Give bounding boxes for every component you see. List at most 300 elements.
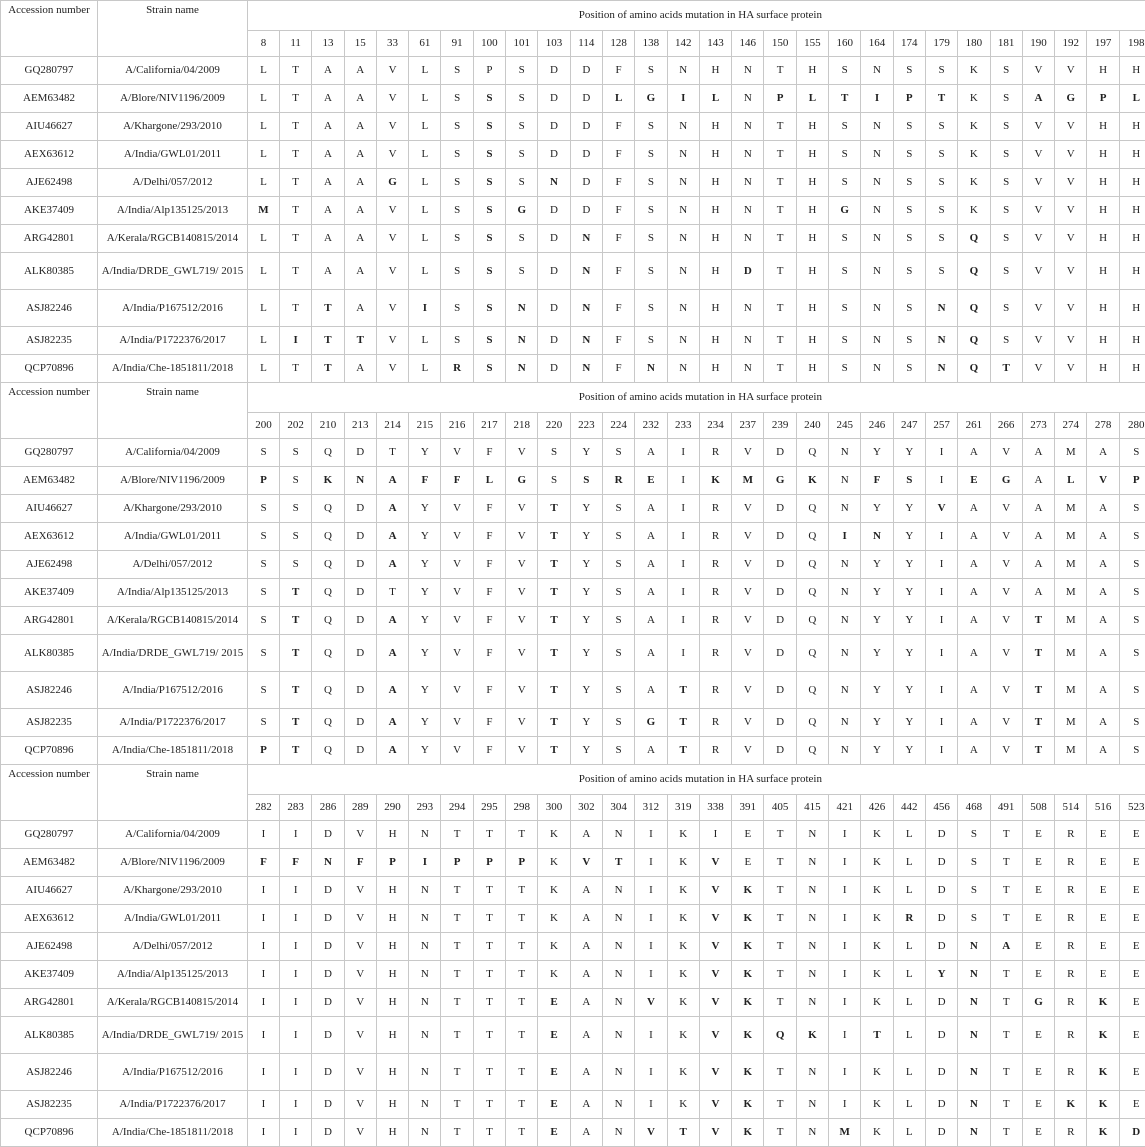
residue-cell: V (344, 905, 376, 933)
residue-cell: N (829, 737, 861, 765)
residue-cell: L (893, 877, 925, 905)
residue-cell: H (699, 290, 731, 327)
residue-cell: F (473, 551, 505, 579)
residue-cell: N (506, 355, 538, 383)
position-number: 261 (958, 413, 990, 439)
residue-cell: V (699, 905, 731, 933)
residue-cell: N (667, 197, 699, 225)
residue-cell: L (409, 169, 441, 197)
table-row (1, 961, 1145, 989)
residue-cell: T (990, 1017, 1022, 1054)
residue-cell: Y (861, 579, 893, 607)
residue-cell: R (699, 635, 731, 672)
residue-cell: K (538, 961, 570, 989)
residue-cell: D (570, 197, 602, 225)
residue-cell: T (473, 961, 505, 989)
residue-cell: H (376, 989, 408, 1017)
accession-cell: GQ280797 (1, 821, 98, 849)
strain-cell: A/Blore/NIV1196/2009 (98, 467, 248, 495)
residue-cell: N (570, 355, 602, 383)
residue-cell: T (280, 169, 312, 197)
residue-cell: S (893, 169, 925, 197)
residue-cell: T (667, 737, 699, 765)
residue-cell: T (506, 905, 538, 933)
residue-cell: D (764, 635, 796, 672)
residue-cell: K (1087, 1119, 1119, 1147)
residue-cell: I (925, 467, 957, 495)
residue-cell: T (538, 737, 570, 765)
residue-cell: S (473, 355, 505, 383)
residue-cell: S (635, 290, 667, 327)
residue-cell: Y (570, 709, 602, 737)
residue-cell: S (280, 439, 312, 467)
residue-cell: K (538, 877, 570, 905)
residue-cell: M (1055, 672, 1087, 709)
residue-cell: T (280, 225, 312, 253)
strain-cell: A/Khargone/293/2010 (98, 495, 248, 523)
residue-cell: V (1055, 290, 1087, 327)
residue-cell: I (829, 961, 861, 989)
residue-cell: I (667, 551, 699, 579)
residue-cell: D (538, 113, 570, 141)
residue-cell: K (667, 1091, 699, 1119)
residue-cell: T (764, 169, 796, 197)
residue-cell: E (1087, 933, 1119, 961)
residue-cell: Y (893, 737, 925, 765)
residue-cell: T (990, 961, 1022, 989)
residue-cell: I (667, 85, 699, 113)
residue-cell: T (764, 961, 796, 989)
strain-cell: A/California/04/2009 (98, 57, 248, 85)
position-number: 491 (990, 795, 1022, 821)
residue-cell: K (958, 141, 990, 169)
residue-cell: H (1119, 169, 1145, 197)
strain-cell: A/Blore/NIV1196/2009 (98, 85, 248, 113)
strain-cell: A/Kerala/RGCB140815/2014 (98, 607, 248, 635)
residue-cell: A (344, 197, 376, 225)
residue-cell: I (667, 607, 699, 635)
residue-cell: Q (764, 1017, 796, 1054)
residue-cell: T (1022, 709, 1054, 737)
residue-cell: L (248, 85, 280, 113)
accession-cell: AKE37409 (1, 961, 98, 989)
position-number: 192 (1055, 31, 1087, 57)
residue-cell: T (667, 709, 699, 737)
residue-cell: M (1055, 439, 1087, 467)
residue-cell: Q (312, 495, 344, 523)
residue-cell: L (409, 85, 441, 113)
residue-cell: L (409, 355, 441, 383)
residue-cell: Y (893, 579, 925, 607)
position-number: 197 (1087, 31, 1119, 57)
residue-cell: T (506, 1017, 538, 1054)
table-row (1, 523, 1145, 551)
residue-cell: A (958, 672, 990, 709)
residue-cell: A (570, 933, 602, 961)
residue-cell: P (441, 849, 473, 877)
residue-cell: K (538, 905, 570, 933)
residue-cell: S (893, 327, 925, 355)
residue-cell: N (732, 57, 764, 85)
residue-cell: M (1055, 737, 1087, 765)
residue-cell: K (861, 1119, 893, 1147)
residue-cell: I (280, 961, 312, 989)
residue-cell: A (1087, 495, 1119, 523)
residue-cell: D (312, 933, 344, 961)
residue-cell: I (925, 439, 957, 467)
residue-cell: K (667, 1054, 699, 1091)
residue-cell: V (376, 57, 408, 85)
position-number: 280 (1119, 413, 1145, 439)
residue-cell: N (796, 821, 828, 849)
residue-cell: Y (925, 961, 957, 989)
residue-cell: V (699, 989, 731, 1017)
residue-cell: S (441, 57, 473, 85)
residue-cell: N (570, 253, 602, 290)
residue-cell: S (441, 225, 473, 253)
residue-cell: D (312, 1091, 344, 1119)
residue-cell: H (1087, 225, 1119, 253)
strain-cell: A/India/P1722376/2017 (98, 1091, 248, 1119)
residue-cell: K (732, 905, 764, 933)
residue-cell: V (635, 1119, 667, 1147)
residue-cell: S (990, 225, 1022, 253)
accession-cell: AJE62498 (1, 551, 98, 579)
residue-cell: G (376, 169, 408, 197)
residue-cell: S (248, 495, 280, 523)
table-row (1, 1054, 1145, 1091)
residue-cell: V (699, 1054, 731, 1091)
residue-cell: T (538, 579, 570, 607)
residue-cell: G (764, 467, 796, 495)
residue-cell: K (958, 113, 990, 141)
residue-cell: V (699, 877, 731, 905)
residue-cell: A (958, 495, 990, 523)
strain-cell: A/India/GWL01/2011 (98, 905, 248, 933)
residue-cell: V (441, 579, 473, 607)
position-number: 338 (699, 795, 731, 821)
residue-cell: A (635, 672, 667, 709)
residue-cell: N (732, 355, 764, 383)
residue-cell: S (506, 113, 538, 141)
residue-cell: K (667, 905, 699, 933)
table-row (1, 439, 1145, 467)
residue-cell: E (538, 1119, 570, 1147)
accession-cell: ALK80385 (1, 635, 98, 672)
residue-cell: M (1055, 551, 1087, 579)
position-number: 33 (376, 31, 408, 57)
residue-cell: T (764, 253, 796, 290)
residue-cell: D (312, 961, 344, 989)
residue-cell: N (732, 327, 764, 355)
residue-cell: K (732, 1091, 764, 1119)
strain-cell: A/India/P167512/2016 (98, 1054, 248, 1091)
table-row (1, 169, 1145, 197)
residue-cell: T (376, 579, 408, 607)
residue-cell: P (1119, 467, 1145, 495)
residue-cell: L (893, 849, 925, 877)
accession-header: Accession number (1, 765, 98, 821)
residue-cell: I (635, 877, 667, 905)
residue-cell: R (1055, 933, 1087, 961)
residue-cell: S (829, 141, 861, 169)
position-number: 245 (829, 413, 861, 439)
residue-cell: S (248, 551, 280, 579)
position-number: 210 (312, 413, 344, 439)
residue-cell: D (570, 113, 602, 141)
residue-cell: T (280, 709, 312, 737)
residue-cell: A (1087, 551, 1119, 579)
residue-cell: S (1119, 709, 1145, 737)
residue-cell: T (764, 821, 796, 849)
residue-cell: D (538, 225, 570, 253)
residue-cell: D (925, 821, 957, 849)
accession-cell: ASJ82235 (1, 327, 98, 355)
residue-cell: A (635, 607, 667, 635)
residue-cell: V (1055, 355, 1087, 383)
residue-cell: H (796, 327, 828, 355)
residue-cell: N (409, 877, 441, 905)
residue-cell: S (1119, 495, 1145, 523)
position-number: 289 (344, 795, 376, 821)
residue-cell: T (473, 877, 505, 905)
residue-cell: I (280, 877, 312, 905)
residue-cell: L (409, 141, 441, 169)
residue-cell: F (473, 709, 505, 737)
residue-cell: K (538, 933, 570, 961)
residue-cell: I (635, 961, 667, 989)
residue-cell: E (1119, 821, 1145, 849)
position-number: 516 (1087, 795, 1119, 821)
position-number: 319 (667, 795, 699, 821)
residue-cell: F (344, 849, 376, 877)
strain-cell: A/India/P167512/2016 (98, 672, 248, 709)
residue-cell: T (312, 290, 344, 327)
residue-cell: S (990, 197, 1022, 225)
residue-cell: N (635, 355, 667, 383)
residue-cell: D (764, 672, 796, 709)
position-number: 150 (764, 31, 796, 57)
position-number: 514 (1055, 795, 1087, 821)
residue-cell: T (667, 1119, 699, 1147)
residue-cell: L (893, 821, 925, 849)
residue-cell: S (473, 197, 505, 225)
residue-cell: F (602, 225, 634, 253)
position-number: 274 (1055, 413, 1087, 439)
residue-cell: S (635, 225, 667, 253)
residue-cell: S (602, 495, 634, 523)
residue-cell: Q (796, 551, 828, 579)
residue-cell: I (829, 849, 861, 877)
residue-cell: D (764, 495, 796, 523)
residue-cell: V (344, 821, 376, 849)
strain-cell: A/Delhi/057/2012 (98, 933, 248, 961)
residue-cell: Q (312, 709, 344, 737)
residue-cell: T (829, 85, 861, 113)
residue-cell: A (1022, 551, 1054, 579)
residue-cell: L (893, 961, 925, 989)
residue-cell: L (248, 355, 280, 383)
residue-cell: A (570, 1091, 602, 1119)
residue-cell: T (441, 1017, 473, 1054)
residue-cell: D (1119, 1119, 1145, 1147)
residue-cell: K (861, 1054, 893, 1091)
residue-cell: T (667, 672, 699, 709)
table-row (1, 579, 1145, 607)
residue-cell: A (376, 551, 408, 579)
residue-cell: A (570, 877, 602, 905)
residue-cell: R (441, 355, 473, 383)
residue-cell: A (376, 635, 408, 672)
position-number: 415 (796, 795, 828, 821)
residue-cell: V (1022, 141, 1054, 169)
residue-cell: S (925, 225, 957, 253)
residue-cell: D (344, 551, 376, 579)
residue-cell: N (861, 327, 893, 355)
residue-cell: S (441, 85, 473, 113)
table-row (1, 849, 1145, 877)
residue-cell: L (248, 327, 280, 355)
residue-cell: D (312, 1054, 344, 1091)
strain-cell: A/Khargone/293/2010 (98, 113, 248, 141)
residue-cell: N (829, 607, 861, 635)
residue-cell: Y (570, 523, 602, 551)
residue-cell: A (312, 113, 344, 141)
residue-cell: H (1087, 57, 1119, 85)
residue-cell: I (667, 579, 699, 607)
residue-cell: I (635, 905, 667, 933)
residue-cell: V (732, 607, 764, 635)
residue-cell: A (344, 253, 376, 290)
position-number: 200 (248, 413, 280, 439)
position-number: 508 (1022, 795, 1054, 821)
residue-cell: A (958, 579, 990, 607)
residue-cell: S (893, 225, 925, 253)
residue-cell: T (1022, 635, 1054, 672)
residue-cell: S (635, 141, 667, 169)
residue-cell: S (829, 327, 861, 355)
residue-cell: N (732, 113, 764, 141)
strain-cell: A/India/DRDE_GWL719/ 2015 (98, 635, 248, 672)
residue-cell: H (699, 169, 731, 197)
accession-cell: AEM63482 (1, 849, 98, 877)
residue-cell: R (1055, 877, 1087, 905)
residue-cell: E (1119, 1054, 1145, 1091)
residue-cell: K (538, 821, 570, 849)
residue-cell: L (409, 253, 441, 290)
residue-cell: T (441, 821, 473, 849)
residue-cell: L (409, 57, 441, 85)
position-number: 174 (893, 31, 925, 57)
residue-cell: S (990, 113, 1022, 141)
residue-cell: N (796, 1054, 828, 1091)
position-number: 223 (570, 413, 602, 439)
residue-cell: V (344, 933, 376, 961)
residue-cell: V (344, 1054, 376, 1091)
residue-cell: N (732, 85, 764, 113)
residue-cell: R (602, 467, 634, 495)
residue-cell: T (506, 821, 538, 849)
residue-cell: Y (893, 523, 925, 551)
position-number: 11 (280, 31, 312, 57)
position-number: 456 (925, 795, 957, 821)
residue-cell: K (732, 989, 764, 1017)
residue-cell: S (473, 169, 505, 197)
residue-cell: T (538, 607, 570, 635)
residue-cell: T (473, 1119, 505, 1147)
residue-cell: D (344, 523, 376, 551)
residue-cell: V (376, 85, 408, 113)
residue-cell: T (764, 877, 796, 905)
residue-cell: K (732, 933, 764, 961)
residue-cell: L (893, 1054, 925, 1091)
residue-cell: T (990, 355, 1022, 383)
residue-cell: F (602, 197, 634, 225)
residue-cell: S (248, 579, 280, 607)
residue-cell: S (829, 355, 861, 383)
residue-cell: T (441, 961, 473, 989)
residue-cell: S (602, 737, 634, 765)
position-number: 214 (376, 413, 408, 439)
section-header-row (1, 765, 1145, 795)
residue-cell: K (312, 467, 344, 495)
residue-cell: D (764, 439, 796, 467)
residue-cell: E (1022, 877, 1054, 905)
residue-cell: N (958, 961, 990, 989)
residue-cell: D (764, 551, 796, 579)
residue-cell: A (990, 933, 1022, 961)
residue-cell: R (1055, 1119, 1087, 1147)
residue-cell: S (441, 327, 473, 355)
residue-cell: T (538, 709, 570, 737)
residue-cell: T (280, 85, 312, 113)
table-row (1, 989, 1145, 1017)
residue-cell: D (344, 737, 376, 765)
residue-cell: T (990, 905, 1022, 933)
residue-cell: H (1119, 57, 1145, 85)
residue-cell: A (635, 737, 667, 765)
residue-cell: K (667, 1017, 699, 1054)
residue-cell: V (1022, 225, 1054, 253)
residue-cell: D (538, 327, 570, 355)
residue-cell: H (1119, 253, 1145, 290)
residue-cell: A (635, 439, 667, 467)
residue-cell: A (1087, 607, 1119, 635)
residue-cell: I (667, 523, 699, 551)
residue-cell: E (1087, 905, 1119, 933)
position-number: 181 (990, 31, 1022, 57)
residue-cell: F (861, 467, 893, 495)
residue-cell: I (280, 327, 312, 355)
residue-cell: A (958, 551, 990, 579)
position-number: 234 (699, 413, 731, 439)
residue-cell: H (376, 821, 408, 849)
residue-cell: H (699, 141, 731, 169)
residue-cell: N (958, 1054, 990, 1091)
residue-cell: L (893, 1119, 925, 1147)
residue-cell: R (1055, 905, 1087, 933)
residue-cell: K (1087, 1017, 1119, 1054)
residue-cell: S (990, 169, 1022, 197)
residue-cell: N (958, 933, 990, 961)
residue-cell: A (570, 821, 602, 849)
residue-cell: D (764, 607, 796, 635)
residue-cell: L (409, 225, 441, 253)
residue-cell: T (473, 1091, 505, 1119)
accession-cell: AEX63612 (1, 523, 98, 551)
residue-cell: A (1087, 672, 1119, 709)
residue-cell: R (699, 579, 731, 607)
